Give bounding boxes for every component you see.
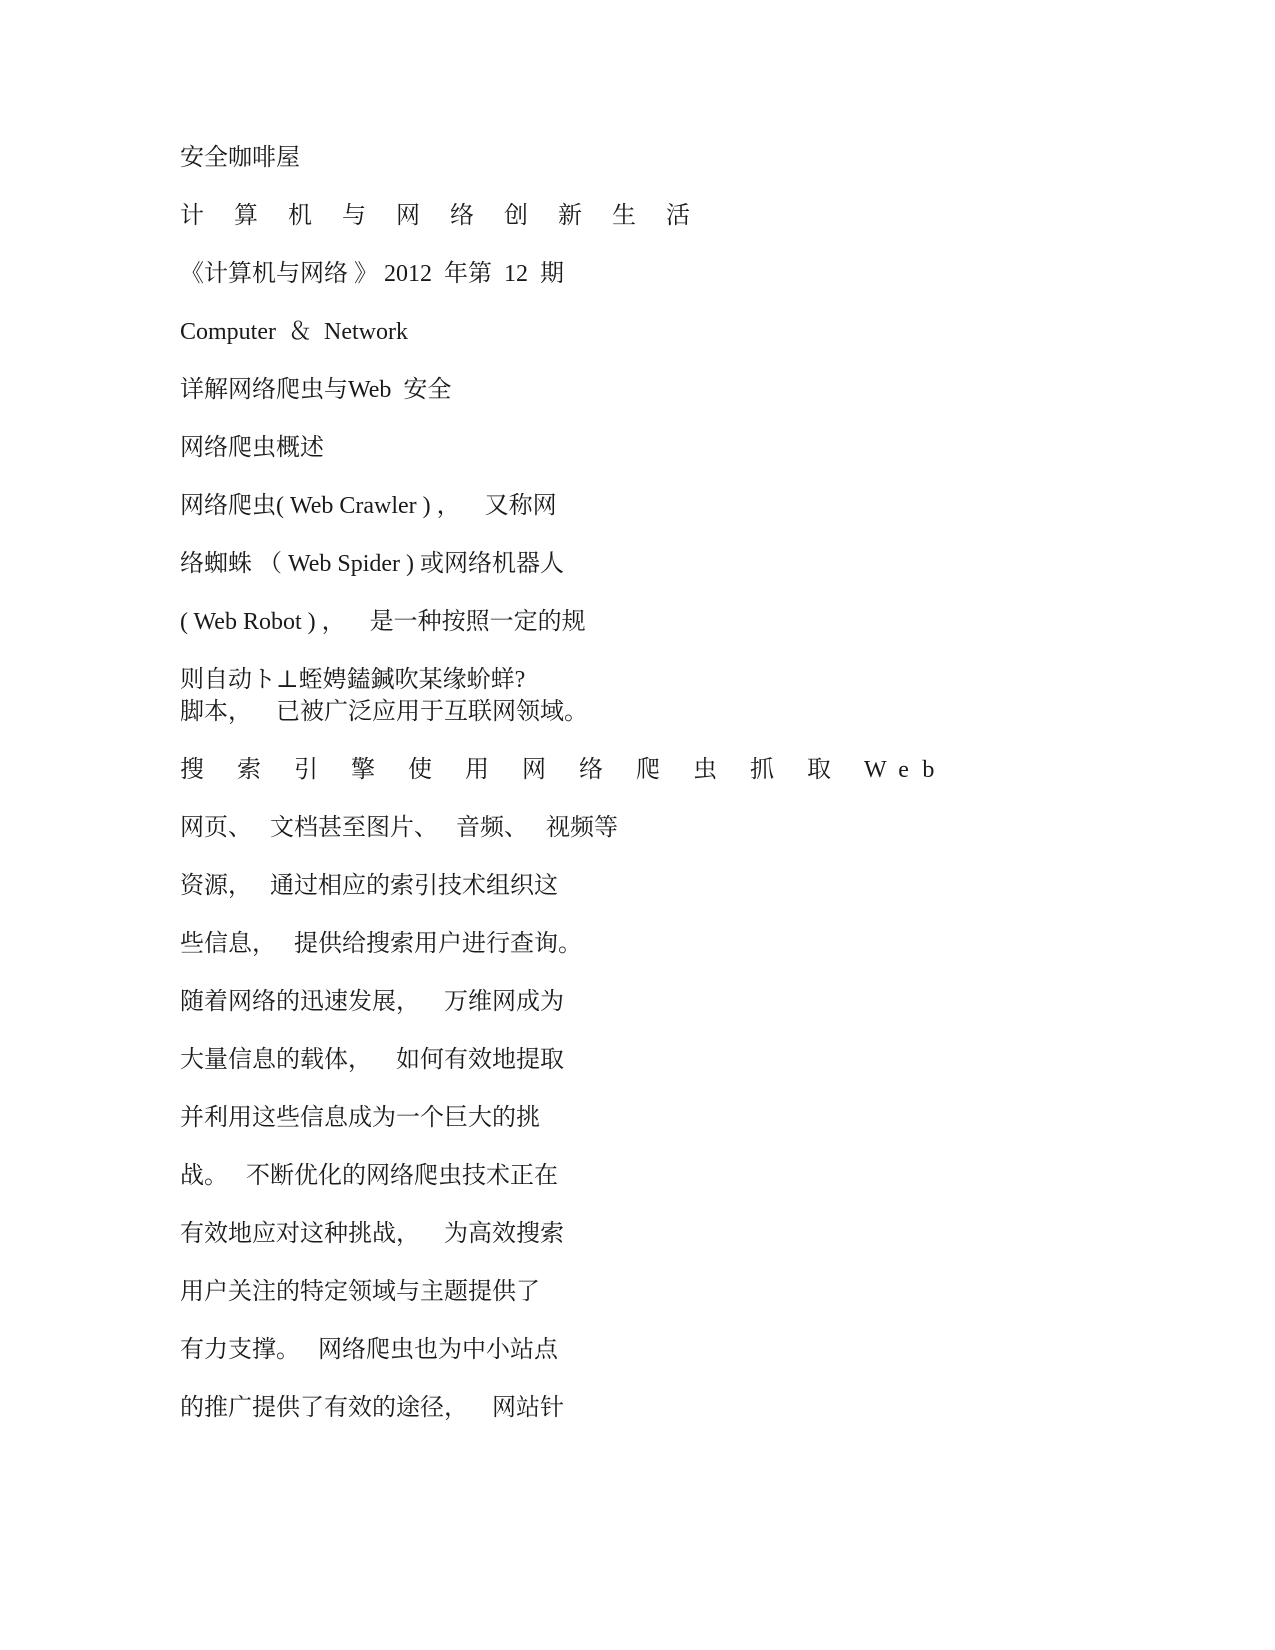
body-line: 大量信息的载体， 如何有效地提取: [180, 1047, 564, 1073]
body-line: 搜 索 引 擎 使 用 网 络 爬 虫 抓 取 Web: [180, 757, 948, 783]
body-line: 资源， 通过相应的索引技术组织这: [180, 873, 558, 899]
journal-english-name: Computer ＆ Network: [180, 319, 408, 345]
body-line: 网页、 文档甚至图片、 音频、 视频等: [180, 815, 618, 841]
column-title: 计 算 机 与 网 络 创 新 生 活: [180, 203, 702, 229]
body-line: 并利用这些信息成为一个巨大的挑: [180, 1105, 540, 1131]
body-line: 有力支撑。 网络爬虫也为中小站点: [180, 1337, 558, 1363]
article-title: 详解网络爬虫与Web 安全: [180, 377, 452, 403]
body-line: 战。 不断优化的网络爬虫技术正在: [180, 1163, 558, 1189]
body-line: 用户关注的特定领域与主题提供了: [180, 1279, 540, 1305]
body-line: ( Web Robot ) ， 是一种按照一定的规: [180, 609, 586, 635]
body-line: 些信息， 提供给搜索用户进行查询。: [180, 931, 582, 957]
header-label: 安全咖啡屋: [180, 145, 300, 171]
body-line: 网络爬虫( Web Crawler ) ， 又称网: [180, 493, 557, 519]
body-line: 脚本， 已被广泛应用于互联网领域。: [180, 699, 588, 725]
body-line: 有效地应对这种挑战， 为高效搜索: [180, 1221, 564, 1247]
body-line: 则自动ト⊥蛭娉鎑鍼吹某缘蚧蛘?: [180, 667, 526, 693]
body-line: 络蜘蛛 （ Web Spider ) 或网络机器人: [180, 551, 565, 577]
section-heading: 网络爬虫概述: [180, 435, 324, 461]
body-line: 随着网络的迅速发展， 万维网成为: [180, 989, 564, 1015]
journal-issue: 《计算机与网络 》 2012 年第 12 期: [180, 261, 564, 287]
body-line: 的推广提供了有效的途径， 网站针: [180, 1395, 564, 1421]
